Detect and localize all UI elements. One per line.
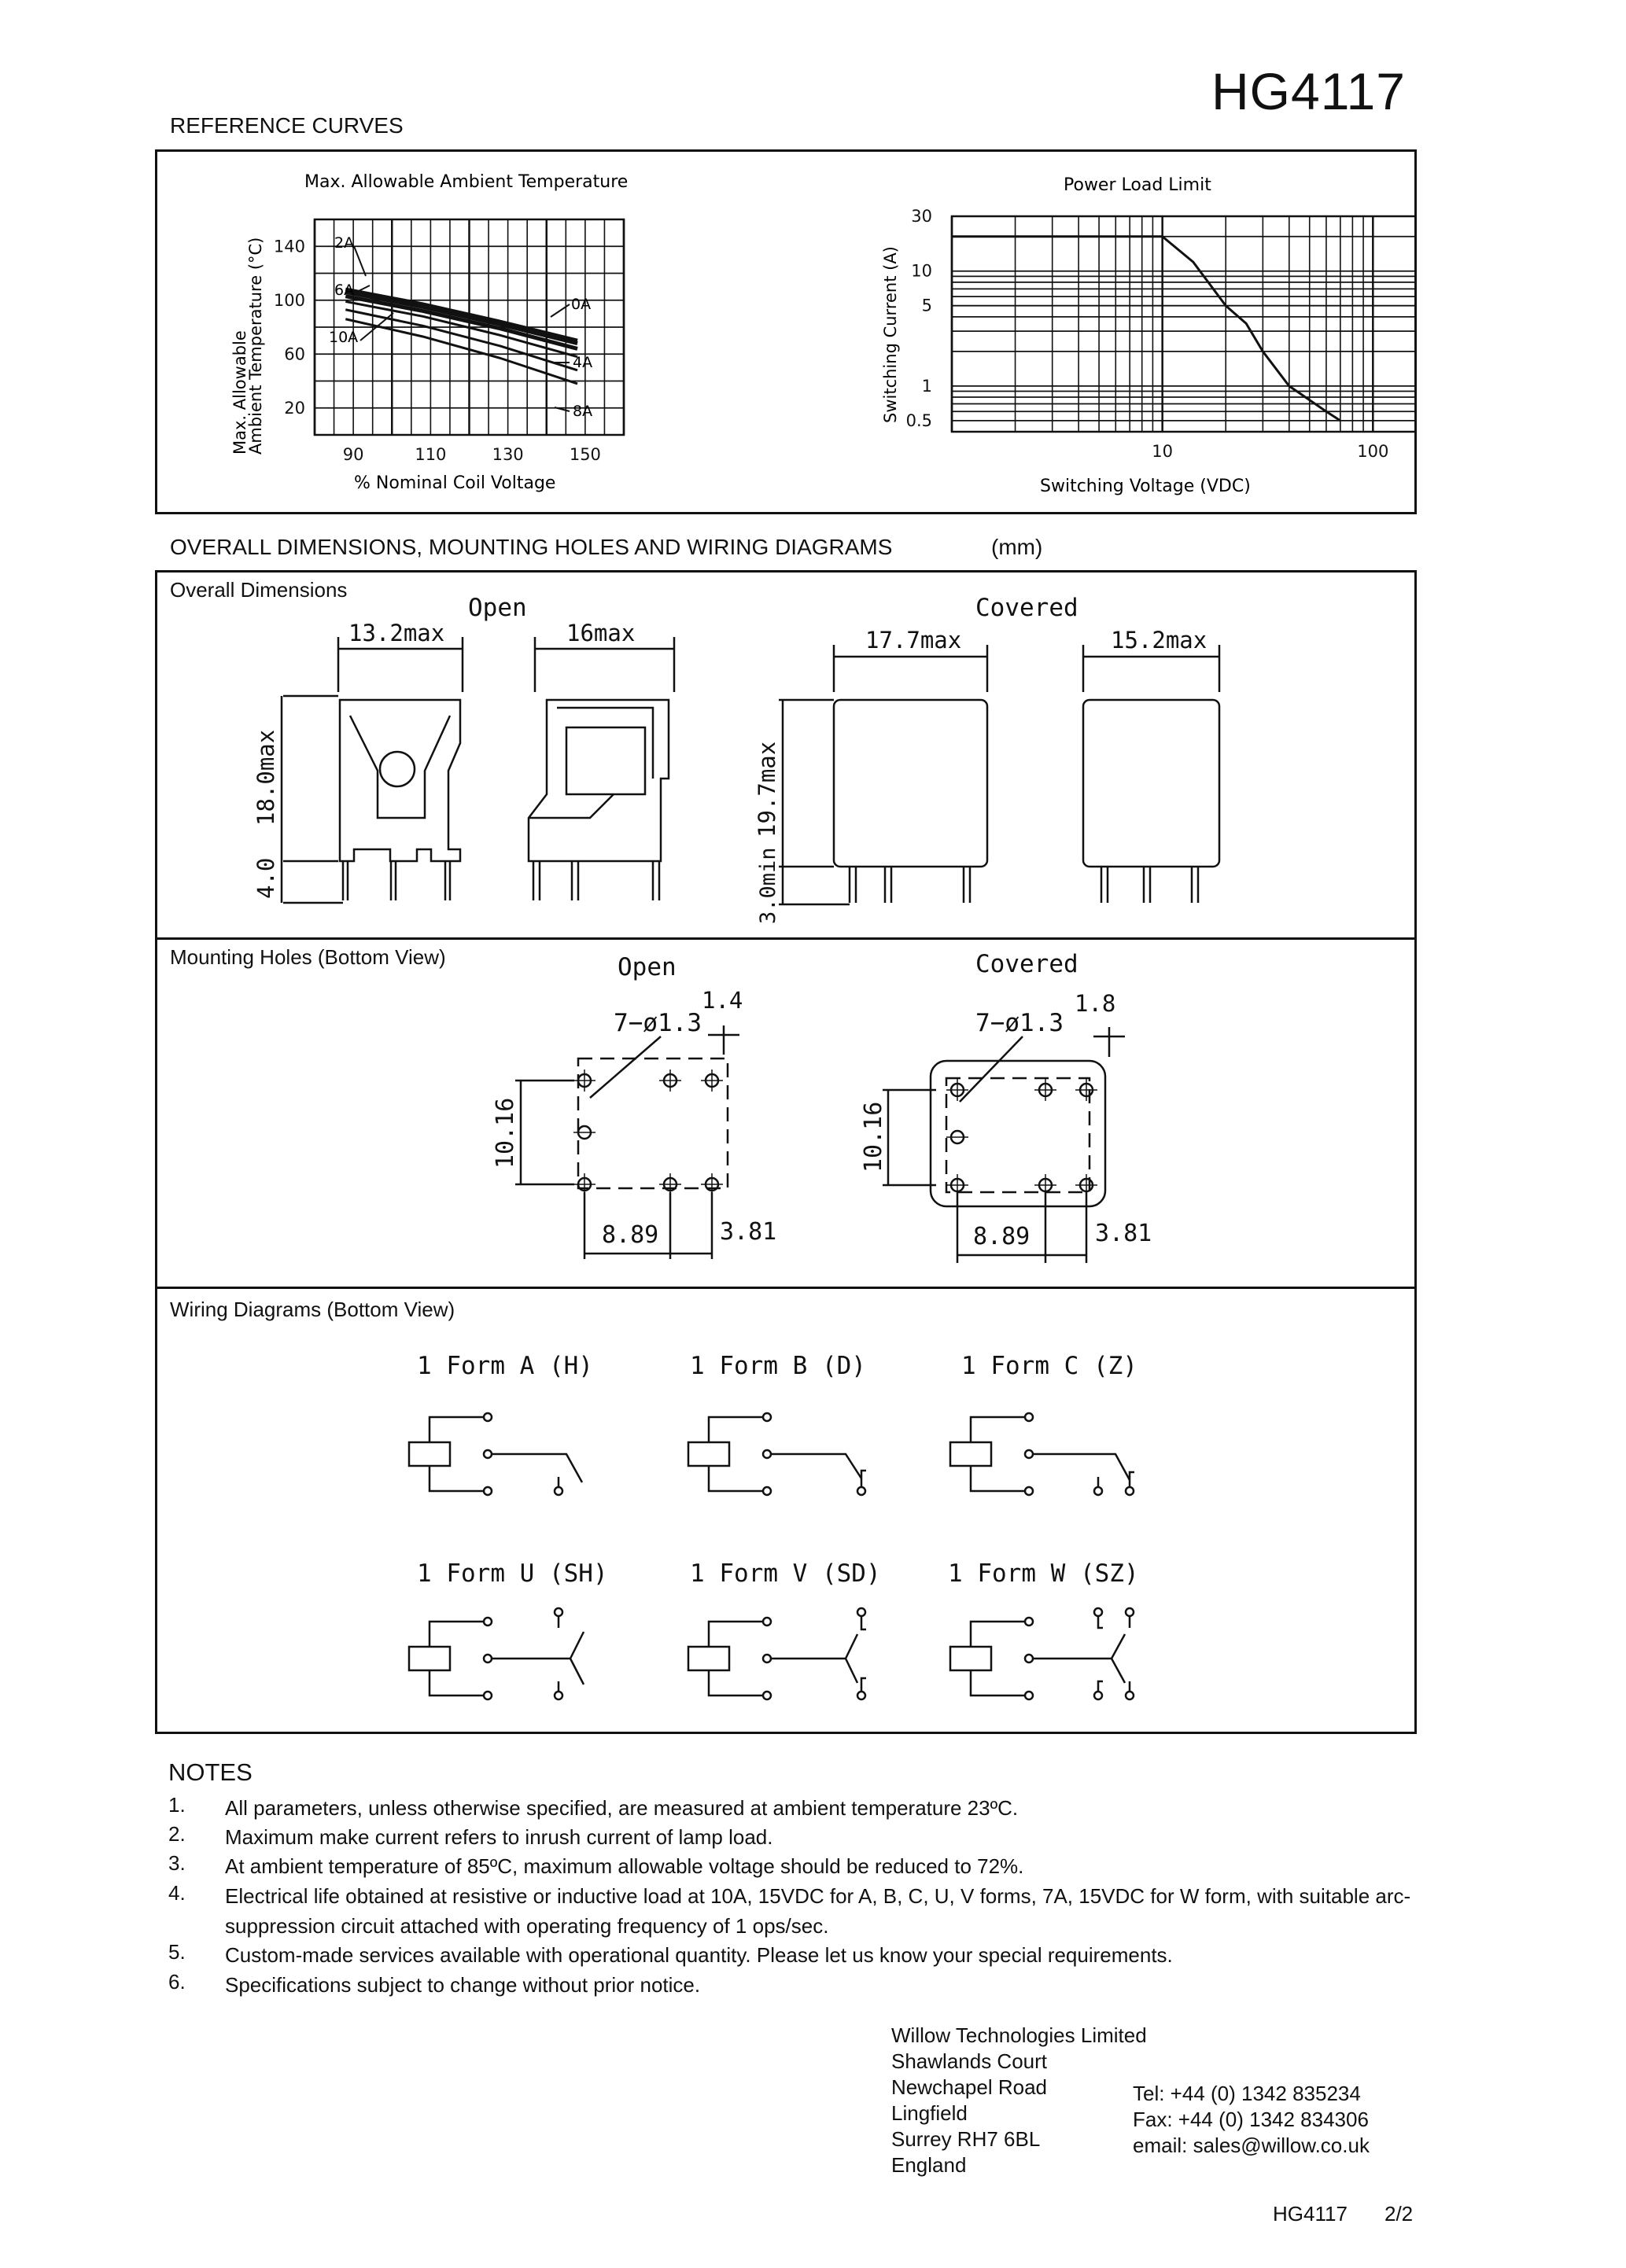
mounting-hole-drawings: [157, 941, 1414, 1287]
left-curve-4A: [345, 296, 577, 349]
right-xtick-label: 100: [1357, 442, 1389, 461]
open-pitch-v: 10.16: [492, 1097, 519, 1169]
divider-2: [155, 1287, 1417, 1289]
right-ytick-label: 5: [921, 296, 932, 315]
covered-width-dim: 17.7max: [865, 627, 962, 654]
company-email[interactable]: email: sales@willow.co.uk: [1133, 2134, 1370, 2157]
note-item: 6. Specifications subject to change without prior notice.: [168, 1970, 701, 1997]
covered-side-view: [1083, 627, 1219, 903]
power-limit-curve: [952, 237, 1340, 421]
curve-label-6a: 6A: [334, 282, 355, 299]
open-depth-dim: 16max: [566, 620, 636, 646]
model-number: HG4117: [1211, 62, 1406, 120]
note-item: 3. At ambient temperature of 85ºC, maximum allowable voltage should be reduced to 72%.: [168, 1851, 1024, 1878]
right-ytick-label: 10: [911, 261, 932, 281]
reference-curves-title: REFERENCE CURVES: [170, 113, 404, 138]
open-width-dim: 13.2max: [348, 620, 445, 646]
overall-covered-title: Covered: [975, 594, 1078, 622]
overall-dimension-drawings: [157, 582, 1414, 936]
mounting-open-title: Open: [618, 953, 677, 981]
curve-label-4a: 4A: [573, 354, 593, 371]
footer-model: HG4117: [1273, 2202, 1348, 2226]
mounting-covered-title: Covered: [975, 950, 1078, 978]
reference-charts: [157, 152, 1414, 512]
left-ylabel-2: Ambient Temperature (°C): [246, 237, 265, 455]
open-height-dim: 18.0max: [253, 729, 279, 826]
form-c-title: 1 Form C (Z): [961, 1352, 1137, 1380]
note-item: 1. All parameters, unless otherwise specified, are measured at ambient temperature 23ºC.: [168, 1793, 1019, 1820]
left-xtick-label: 110: [415, 445, 447, 464]
dimensions-title: OVERALL DIMENSIONS, MOUNTING HOLES AND WIRING DIAGRAMS: [170, 535, 893, 559]
curve-label-2a: 2A: [334, 234, 355, 252]
open-edge-dim: 1.4: [702, 987, 743, 1014]
covered-pitch-v: 10.16: [860, 1101, 887, 1173]
form-u-title: 1 Form U (SH): [417, 1559, 608, 1588]
overall-dimensions-label: Overall Dimensions: [170, 578, 348, 602]
form-a-diagram: [409, 1413, 582, 1495]
covered-pin-dim: 3.0min: [756, 847, 780, 924]
covered-front-view: [754, 627, 987, 924]
left-chart-title: Max. Allowable Ambient Temperature: [304, 172, 629, 192]
right-chart-xlabel: Switching Voltage (VDC): [1040, 477, 1251, 496]
company-address: Willow Technologies Limited Shawlands Court Newchapel Road Lingfield Surrey RH7 6BL England: [891, 2023, 1147, 2177]
wiring-diagram-drawings: [157, 1290, 1414, 1730]
left-curve-10A: [345, 319, 577, 384]
note-item: 4. Electrical life obtained at resistive or inductive load at 10A, 15VDC for A, B, C, U, V forms, 7A, 15VDC for W form, with suitable arc-suppression circuit attached with operating frequency of 1 ops/sec.: [168, 1881, 1411, 1938]
curve-label-8a: 8A: [573, 403, 593, 420]
left-ylabel-1: Max. Allowable: [230, 330, 249, 455]
curve-label-10a: 10A: [329, 329, 359, 346]
right-ytick-label: 1: [921, 376, 932, 396]
right-xtick-label: 10: [1152, 442, 1174, 461]
dimensions-unit: (mm): [991, 535, 1043, 559]
left-ytick-label: 20: [284, 398, 305, 418]
form-v-title: 1 Form V (SD): [690, 1559, 881, 1588]
note-item: 2. Maximum make current refers to inrush current of lamp load.: [168, 1822, 773, 1849]
open-side-view: [529, 620, 674, 900]
open-pitch-h1: 8.89: [602, 1221, 659, 1249]
covered-edge-dim: 1.8: [1075, 990, 1116, 1017]
notes-title: NOTES: [168, 1758, 253, 1786]
company-fax: Fax: +44 (0) 1342 834306: [1133, 2108, 1369, 2131]
open-pitch-h2: 3.81: [720, 1218, 777, 1246]
covered-pitch-h2: 3.81: [1095, 1220, 1152, 1247]
form-c-diagram: [950, 1413, 1134, 1495]
company-tel: Tel: +44 (0) 1342 835234: [1133, 2082, 1361, 2105]
left-xtick-label: 90: [342, 445, 364, 464]
form-v-diagram: [688, 1608, 866, 1699]
footer-page: 2/2: [1384, 2202, 1414, 2226]
mounting-covered: [860, 990, 1152, 1263]
power-load-chart: [881, 175, 1414, 496]
company-contact: [1133, 2081, 1370, 2159]
form-b-diagram: [688, 1413, 866, 1495]
left-xtick-label: 150: [569, 445, 601, 464]
left-ytick-label: 100: [273, 290, 305, 310]
mounting-open: [492, 987, 776, 1259]
wiring-diagrams-label: Wiring Diagrams (Bottom View): [170, 1298, 455, 1321]
open-holes-spec: 7−ø1.3: [614, 1009, 702, 1037]
right-grid: [952, 216, 1414, 432]
covered-holes-spec: 7−ø1.3: [975, 1009, 1064, 1037]
form-w-title: 1 Form W (SZ): [948, 1559, 1139, 1588]
covered-height-dim: 19.7max: [754, 741, 780, 838]
form-a-title: 1 Form A (H): [417, 1352, 593, 1380]
right-chart-title: Power Load Limit: [1064, 175, 1211, 195]
open-front-view: [253, 620, 463, 903]
left-chart-xlabel: % Nominal Coil Voltage: [354, 473, 556, 493]
form-w-diagram: [950, 1608, 1134, 1699]
left-xtick-label: 130: [492, 445, 524, 464]
left-curves: [345, 289, 577, 384]
form-b-title: 1 Form B (D): [690, 1352, 866, 1380]
overall-open-title: Open: [468, 594, 527, 622]
left-ytick-label: 60: [284, 344, 305, 364]
open-pin-dim: 4.0: [253, 857, 279, 899]
form-u-diagram: [409, 1608, 584, 1699]
right-ytick-label: 30: [911, 207, 932, 226]
right-plot-frame: [952, 216, 1414, 432]
divider-1: [155, 937, 1417, 940]
mounting-holes-label: Mounting Holes (Bottom View): [170, 945, 446, 969]
right-ytick-label: 0.5: [905, 411, 932, 430]
left-ytick-label: 140: [273, 237, 305, 256]
note-item: 5. Custom-made services available with operational quantity. Please let us know your special requirements.: [168, 1940, 1173, 1967]
curve-label-0a: 0A: [571, 296, 592, 313]
right-chart-ylabel: Switching Current (A): [881, 246, 900, 423]
covered-pitch-h1: 8.89: [973, 1223, 1031, 1250]
max-temp-chart: [230, 172, 628, 493]
covered-depth-dim: 15.2max: [1111, 627, 1208, 654]
